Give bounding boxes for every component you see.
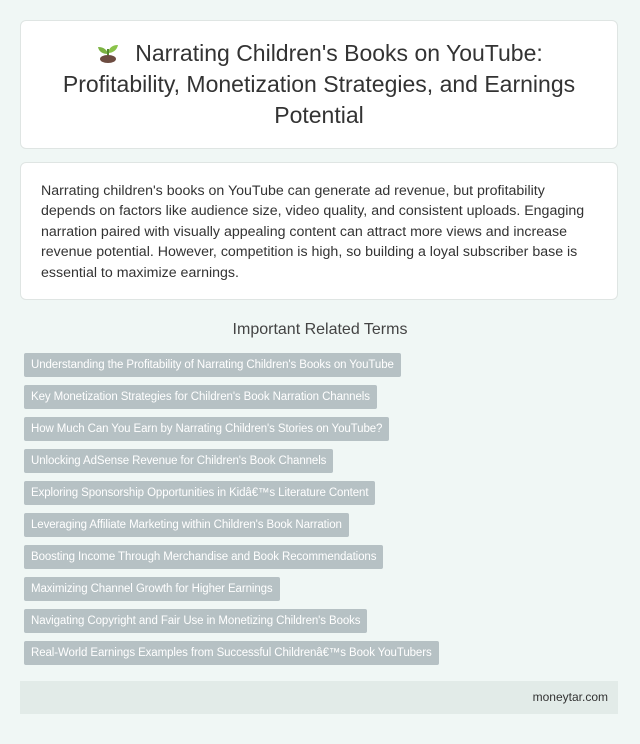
related-term-tag[interactable]: Key Monetization Strategies for Children's Book Narration Channels bbox=[24, 385, 377, 409]
related-term-tag[interactable]: How Much Can You Earn by Narrating Children's Stories on YouTube? bbox=[24, 417, 389, 441]
title-card bbox=[20, 20, 618, 149]
related-term-tag[interactable]: Leveraging Affiliate Marketing within Children's Book Narration bbox=[24, 513, 349, 537]
related-term-tag[interactable]: Exploring Sponsorship Opportunities in Kidâ€™s Literature Content bbox=[24, 481, 375, 505]
related-term-tag[interactable]: Unlocking AdSense Revenue for Children's Book Channels bbox=[24, 449, 333, 473]
summary-card bbox=[20, 162, 618, 300]
page-title-text: Narrating Children's Books on YouTube: Profitability, Monetization Strategies, and Earnings Potential bbox=[62, 40, 576, 128]
page-title bbox=[45, 38, 593, 131]
related-term-tag[interactable]: Navigating Copyright and Fair Use in Monetizing Children's Books bbox=[24, 609, 367, 633]
related-term-tag[interactable]: Boosting Income Through Merchandise and Book Recommendations bbox=[24, 545, 383, 569]
related-term-tag[interactable]: Real-World Earnings Examples from Successful Childrenâ€™s Book YouTubers bbox=[24, 641, 439, 665]
sprout-icon bbox=[95, 41, 121, 63]
related-terms-heading: Important Related Terms bbox=[232, 321, 408, 338]
footer-site-link[interactable]: moneytar.com bbox=[532, 690, 608, 704]
related-term-tag[interactable]: Maximizing Channel Growth for Higher Earnings bbox=[24, 577, 280, 601]
summary-text: Narrating children's books on YouTube can generate ad revenue, but profitability depends on factors like audience size, video quality, and consistent uploads. Engaging narration paired with visually appealing content can attract more views and increase revenue potential. However, competition is high, so building a loyal subscriber base is essential to maximize earnings. bbox=[41, 183, 585, 281]
footer bbox=[20, 681, 618, 714]
related-terms-list bbox=[24, 353, 618, 673]
related-term-tag[interactable]: Understanding the Profitability of Narrating Children's Books on YouTube bbox=[24, 353, 401, 377]
